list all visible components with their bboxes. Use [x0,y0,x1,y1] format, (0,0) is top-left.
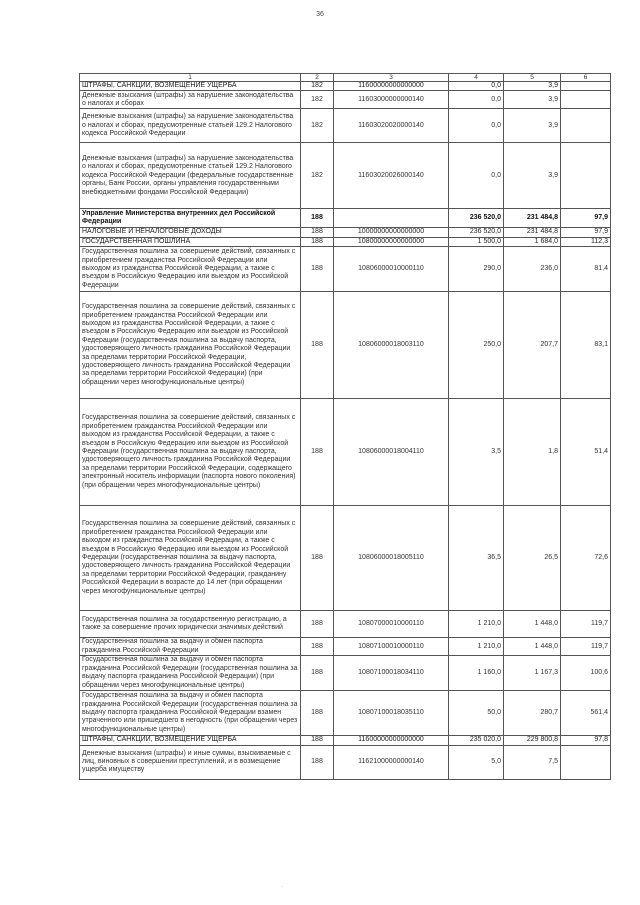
table-row [80,638,611,656]
row-name: Государственная пошлина за выдачу и обмен паспорта гражданина Российской Федерации (государственная пошлина за выдачу паспорта гражданина Российской Федерации взамен утраченного или пришедшего в негодность (при обращении через многофункциональные центры) [80,691,301,736]
row-budget-code: 10806000018005110 [334,506,449,611]
row-budget-code: 10806000018004110 [334,399,449,506]
row-name: Денежные взыскания (штрафы) за нарушение законодательства о налогах и сборах [80,91,301,109]
row-admin-code: 182 [301,143,334,209]
row-actual-value: 1 448,0 [504,611,561,638]
row-planned-value: 236 520,0 [449,228,504,237]
table-row [80,237,611,246]
row-actual-value: 1,8 [504,399,561,506]
row-actual-value: 3,9 [504,109,561,143]
column-header: 6 [561,74,611,82]
row-percent [561,91,611,109]
row-percent: 112,3 [561,237,611,246]
table-row [80,143,611,209]
row-admin-code: 182 [301,91,334,109]
row-admin-code: 188 [301,506,334,611]
row-actual-value: 3,9 [504,143,561,209]
row-planned-value: 1 500,0 [449,237,504,246]
row-percent: 100,6 [561,656,611,691]
row-percent: 83,1 [561,292,611,399]
page-number: 36 [316,11,324,18]
table-row [80,292,611,399]
row-percent: 97,8 [561,736,611,745]
row-name: Государственная пошлина за государственную регистрацию, а также за совершение прочих юридически значимых действий [80,611,301,638]
row-admin-code: 188 [301,691,334,736]
row-budget-code: 11603000000000140 [334,91,449,109]
row-planned-value: 1 210,0 [449,611,504,638]
row-actual-value: 231 484,8 [504,228,561,237]
row-percent: 51,4 [561,399,611,506]
table-row [80,506,611,611]
table-row [80,247,611,292]
row-admin-code: 188 [301,237,334,246]
row-percent: 119,7 [561,611,611,638]
row-name: Государственная пошлина за совершение действий, связанных с приобретением гражданства Российской Федерации или выходом из гражданства Российской Федерации, а также с въездом в Российскую Федерацию или выездом из Российской Федерации (государственная пошлина за выдачу паспорта, удостоверяющего личность гражданина Российской Федерации за пределами территории Российской Федерации, удостоверяющего личность гражданина Российской Федерации за пределами территории Российской Федерации) (при обращении через многофункциональные центры) [80,292,301,399]
row-admin-code: 188 [301,399,334,506]
row-actual-value: 280,7 [504,691,561,736]
row-name: Государственная пошлина за выдачу и обмен паспорта гражданина Российской Федерации [80,638,301,656]
table-header-row [80,74,611,82]
row-actual-value: 7,5 [504,745,561,779]
row-actual-value: 1 448,0 [504,638,561,656]
row-admin-code: 188 [301,736,334,745]
row-budget-code: 10806000018003110 [334,292,449,399]
row-percent [561,745,611,779]
row-percent: 119,7 [561,638,611,656]
table-row [80,109,611,143]
row-actual-value: 3,9 [504,82,561,91]
row-percent [561,143,611,209]
row-percent: 97,9 [561,209,611,228]
row-budget-code: 10807100018034110 [334,656,449,691]
table-row [80,656,611,691]
row-planned-value: 250,0 [449,292,504,399]
table-row [80,209,611,228]
row-planned-value: 0,0 [449,91,504,109]
row-planned-value: 0,0 [449,82,504,91]
table-row [80,82,611,91]
table-body [80,82,611,780]
row-admin-code: 188 [301,292,334,399]
row-budget-code: 11600000000000000 [334,736,449,745]
row-planned-value: 236 520,0 [449,209,504,228]
row-planned-value: 0,0 [449,143,504,209]
row-planned-value: 235 020,0 [449,736,504,745]
row-name: Государственная пошлина за совершение действий, связанных с приобретением гражданства Российской Федерации или выходом из гражданства Российской Федерации, а также с въездом в Российскую Федерацию или выездом из Российской Федерации (государственная пошлина за выдачу паспорта, удостоверяющего личность гражданина Российской Федерации за пределами территории Российской Федерации, содержащего электронный носитель информации (паспорта нового поколения) (при обращении через многофункциональные центры) [80,399,301,506]
row-admin-code: 188 [301,638,334,656]
row-name: Денежные взыскания (штрафы) за нарушение законодательства о налогах и сборах, предусмотренные статьей 129.2 Налогового кодекса Российской Федерации [80,109,301,143]
row-name: ШТРАФЫ, САНКЦИИ, ВОЗМЕЩЕНИЕ УЩЕРБА [80,736,301,745]
row-name: ШТРАФЫ, САНКЦИИ, ВОЗМЕЩЕНИЕ УЩЕРБА [80,82,301,91]
row-planned-value: 36,5 [449,506,504,611]
row-actual-value: 207,7 [504,292,561,399]
revenue-table [79,73,611,780]
row-admin-code: 182 [301,109,334,143]
row-planned-value: 290,0 [449,247,504,292]
row-planned-value: 3,5 [449,399,504,506]
row-admin-code: 188 [301,228,334,237]
column-header: 5 [504,74,561,82]
row-budget-code: 10807000010000110 [334,611,449,638]
row-budget-code: 11603020020000140 [334,109,449,143]
row-admin-code: 182 [301,82,334,91]
row-budget-code: 11603020026000140 [334,143,449,209]
row-budget-code: 10806000010000110 [334,247,449,292]
column-header: 1 [80,74,301,82]
row-name: ГОСУДАРСТВЕННАЯ ПОШЛИНА [80,237,301,246]
row-admin-code: 188 [301,247,334,292]
column-header: 4 [449,74,504,82]
row-name: Денежные взыскания (штрафы) за нарушение законодательства о налогах и сборах, предусмотренные статьей 129.2 Налогового кодекса Российской Федерации (федеральные государственные органы, Банк России, органы управления государственными внебюджетными фондами Российской Федерации) [80,143,301,209]
row-actual-value: 1 167,3 [504,656,561,691]
row-actual-value: 229 800,8 [504,736,561,745]
row-budget-code: 10807100018035110 [334,691,449,736]
row-name: Государственная пошлина за выдачу и обмен паспорта гражданина Российской Федерации (государственная пошлина за выдачу паспорта гражданина Российской Федерации) (при обращении через многофункциональные центры) [80,656,301,691]
row-actual-value: 236,0 [504,247,561,292]
table-row [80,228,611,237]
row-actual-value: 1 684,0 [504,237,561,246]
table-row [80,745,611,779]
row-percent: 561,4 [561,691,611,736]
row-actual-value: 231 484,8 [504,209,561,228]
row-percent: 97,9 [561,228,611,237]
table-row [80,91,611,109]
row-name: Управление Министерства внутренних дел Российской Федерации [80,209,301,228]
row-planned-value: 5,0 [449,745,504,779]
row-percent [561,109,611,143]
row-name: Государственная пошлина за совершение действий, связанных с приобретением гражданства Российской Федерации или выходом из гражданства Российской Федерации, а также с въездом в Российскую Федерацию или выездом из Российской Федерации (государственная пошлина за выдачу паспорта, удостоверяющего личность гражданина Российской Федерации за пределами территории Российской Федерации, гражданину Российской Федерации в возрасте до 14 лет (при обращении через многофункциональные центры) [80,506,301,611]
row-actual-value: 3,9 [504,91,561,109]
row-actual-value: 26,5 [504,506,561,611]
table-row [80,399,611,506]
row-planned-value: 0,0 [449,109,504,143]
row-percent: 72,6 [561,506,611,611]
table-row [80,691,611,736]
row-planned-value: 1 160,0 [449,656,504,691]
row-admin-code: 188 [301,209,334,228]
row-admin-code: 188 [301,611,334,638]
row-budget-code: 11600000000000000 [334,82,449,91]
column-header: 2 [301,74,334,82]
row-budget-code: 11621000000000140 [334,745,449,779]
row-admin-code: 188 [301,656,334,691]
table-row [80,611,611,638]
row-budget-code: 10800000000000000 [334,237,449,246]
row-admin-code: 188 [301,745,334,779]
row-planned-value: 50,0 [449,691,504,736]
row-name: Государственная пошлина за совершение действий, связанных с приобретением гражданства Российской Федерации или выходом из гражданства Российской Федерации, а также с въездом в Российскую Федерацию или выездом из Российской Федерации [80,247,301,292]
row-name: НАЛОГОВЫЕ И НЕНАЛОГОВЫЕ ДОХОДЫ [80,228,301,237]
row-planned-value: 1 210,0 [449,638,504,656]
column-header: 3 [334,74,449,82]
row-budget-code: 10000000000000000 [334,228,449,237]
row-name: Денежные взыскания (штрафы) и иные суммы, взыскиваемые с лиц, виновных в совершении преступлений, и в возмещение ущерба имуществу [80,745,301,779]
row-percent [561,82,611,91]
row-budget-code [334,209,449,228]
row-budget-code: 10807100010000110 [334,638,449,656]
scan-mark: · [281,884,283,890]
table-row [80,736,611,745]
row-percent: 81,4 [561,247,611,292]
